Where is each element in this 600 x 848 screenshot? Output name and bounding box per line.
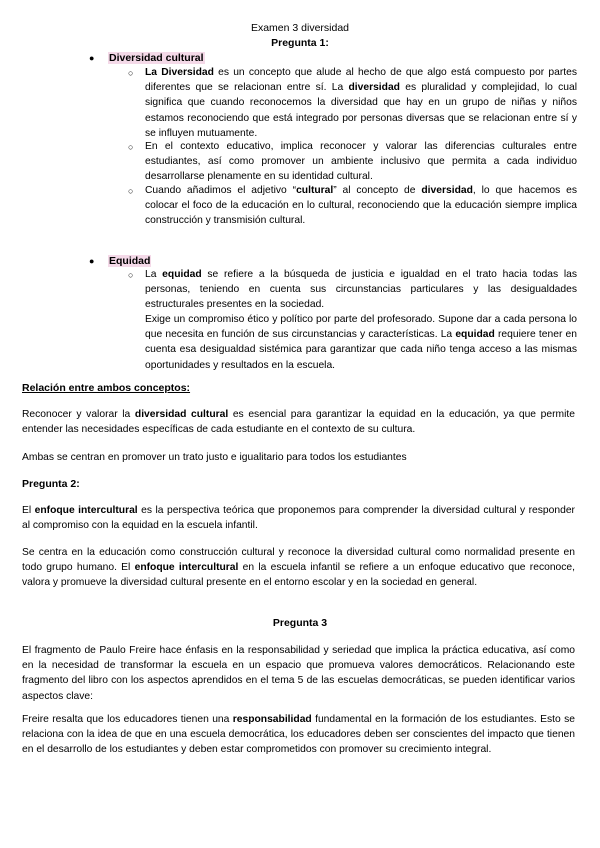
equidad-item-1 — [145, 267, 577, 313]
text: requiere tener en cuenta esa desigualdad sistémica para garantizar que cada niño tenga acceso a las mismas oportunidades y resultados en la escuela. — [145, 329, 577, 371]
bullet-circle-icon: ○ — [128, 68, 134, 78]
bullet-dot-icon: ● — [89, 53, 95, 63]
pregunta-3-paragraph-2 — [22, 712, 575, 758]
diversidad-item-3 — [145, 183, 577, 229]
term: equidad — [162, 269, 202, 280]
pregunta-3-paragraph-1: El fragmento de Paulo Freire hace énfasis en la responsabilidad y seriedad que implica la práctica educativa, así como en la necesidad de transformar la escuela en un espacio que promueva valores democráticos. Relacionando este fragmento del libro con los aspectos aprendidos en el tema 5 de las escuelas democráticas, se pueden identificar varios aspectos clave: — [22, 645, 575, 702]
text: en la escuela infantil se refiere a un enfoque educativo que reconoce, valora y promueve la diversidad cultural presente en el entorno escolar y en la sociedad en general. — [22, 562, 576, 589]
term: La Diversidad — [145, 67, 214, 78]
bullet-circle-icon: ○ — [128, 142, 134, 152]
text: Freire resalta que los educadores tienen una — [22, 714, 233, 725]
text: Reconocer y valorar la — [22, 409, 135, 420]
relacion-paragraph-1 — [22, 407, 575, 437]
text: La — [145, 269, 163, 280]
text: , lo que hacemos es colocar el foco de la educación en lo cultural, reconociendo que la educación siempre implica construcción y transmisión cultural. — [145, 185, 578, 227]
term: cultural — [296, 185, 334, 196]
relacion-heading — [22, 381, 575, 396]
text: fundamental en la formación de los estudiantes. Esto se relaciona con la idea de que en una escuela democrática, los educadores deben ser conscientes del impacto que tienen en el desarrollo de los estudiantes y deben estar comprometidos con promover su crecimiento integral. — [22, 714, 575, 756]
relacion-heading-text: Relación entre ambos conceptos: — [22, 382, 191, 394]
equidad-heading-text: Equidad — [109, 255, 151, 267]
text: es pluralidad y complejidad, lo cual significa que cuando reconocemos la diversidad que hay en un grupo de niñas y niños estamos reconociendo que está integrado por personas diversas que se relacionan entre sí y se influyen mutuamente. — [145, 82, 577, 139]
bullet-circle-icon: ○ — [128, 186, 134, 196]
text: Se centra en la educación como construcción cultural y reconoce la diversidad cultural como normalidad presente en todo grupo humano. El — [22, 547, 575, 574]
term: diversidad — [348, 82, 400, 94]
term: diversidad — [421, 185, 473, 196]
bullet-dot-icon: ● — [89, 256, 95, 266]
diversidad-heading — [108, 51, 205, 66]
term: enfoque intercultural — [34, 505, 138, 516]
pregunta-2-heading: Pregunta 2: — [22, 478, 80, 490]
text: Exige un compromiso ético y político por parte del profesorado. Supone dar a cada persona lo que necesita en función de sus circunstancias y características. La — [145, 314, 577, 341]
document-title: Examen 3 diversidad — [250, 22, 350, 34]
diversidad-item-2: En el contexto educativo, implica reconocer y valorar las diferencias culturales entre estudiantes, así como promover un ambiente inclusivo que permita a cada individuo desarrollarse plenamente en su identidad cultural. — [145, 141, 577, 183]
text: es la perspectiva teórica que proponemos para comprender la diversidad cultural y responder al compromiso con la equidad en la escuela infantil. — [22, 505, 575, 532]
text: se refiere a la búsqueda de justicia e igualdad en el trato hacia todas las personas, teniendo en cuenta sus circunstancias particulares y las desigualdades estructurales presentes en la sociedad. — [145, 269, 577, 311]
text: es esencial para garantizar la equidad en la educación, ya que permite entender las necesidades específicas de cada estudiante en el contexto de su cultura. — [22, 409, 575, 436]
pregunta-3-heading: Pregunta 3 — [272, 617, 328, 629]
pregunta-2-paragraph-2 — [22, 545, 575, 591]
text: El — [22, 505, 35, 516]
diversidad-heading-text: Diversidad cultural — [109, 52, 204, 64]
text: es un concepto que alude al hecho de que algo está compuesto por partes diferentes que se relacionan entre sí. La — [145, 67, 577, 94]
term: enfoque intercultural — [134, 562, 239, 574]
pregunta-1-heading: Pregunta 1: — [271, 37, 329, 49]
pregunta-2-paragraph-1 — [22, 503, 575, 533]
diversidad-item-1 — [145, 65, 577, 141]
term: equidad — [455, 329, 495, 341]
term: diversidad cultural — [134, 409, 229, 420]
text: Cuando añadimos el adjetivo “ — [145, 185, 297, 196]
text: ” al concepto de — [333, 185, 422, 196]
term: responsabilidad — [232, 714, 312, 725]
relacion-paragraph-2: Ambas se centran en promover un trato justo e igualitario para todos los estudiantes — [22, 452, 407, 463]
bullet-circle-icon: ○ — [128, 270, 134, 280]
equidad-item-1-continued — [145, 312, 577, 373]
